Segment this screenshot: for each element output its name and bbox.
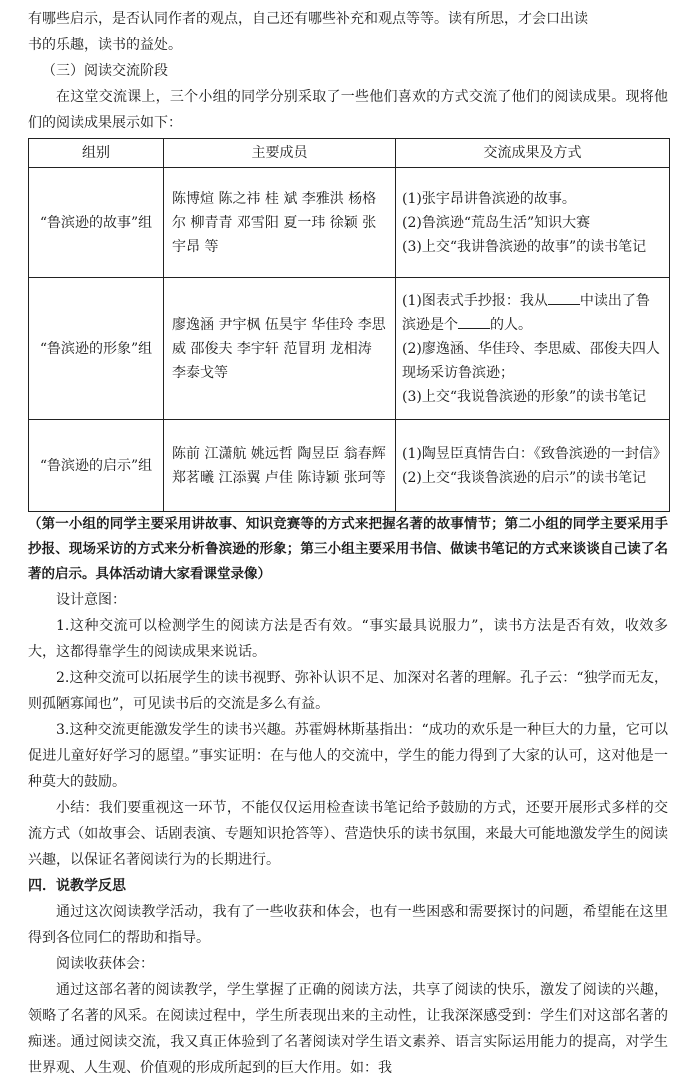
section3-paragraph: 在这堂交流课上，三个小组的同学分别采取了一些他们喜欢的方式交流了他们的阅读成果。现将他们的阅读成果展示如下： <box>28 89 668 131</box>
summary-paragraph: 小结：我们要重视这一环节，不能仅仅运用检查读书笔记给予鼓励的方式，还要开展形式多样的交流方式（如故事会、话剧表演、专题知识抢答等）、营造快乐的读书氛围，来最大可能地激发学生的阅读兴趣，以保证名著阅读行为的长期进行。 <box>28 800 668 868</box>
group-cell: “鲁滨逊的故事”组 <box>29 168 164 278</box>
section4-paragraph: 通过这次阅读教学活动，我有了一些收获和体会，也有一些困惑和需要探讨的问题，希望能在这里得到各位同仁的帮助和指导。 <box>28 904 668 946</box>
design-intent-label: 设计意图： <box>56 592 126 608</box>
result-item: (2)廖逸涵、华佳玲、李思威、邵俊夫四人现场采访鲁滨逊； <box>402 340 660 381</box>
table-row <box>29 420 670 512</box>
result-item: (2)上交“我谈鲁滨逊的启示”的读书笔记 <box>402 469 647 486</box>
blank-line <box>548 290 580 305</box>
harvest-paragraph: 通过这部名著的阅读教学，学生掌握了正确的阅读方法，共享了阅读的快乐，激发了阅读的兴趣，领略了名著的风采。在阅读过程中，学生所表现出来的主动性，让我深深感受到：学生们对这部名著的痴迷。通过阅读交流，我又真正体验到了名著阅读对学生语文素养、语言实际运用能力的提高，对学生世界观、人生观、价值观的形成所起到的巨大作用。如：我 <box>28 982 668 1076</box>
results-table <box>28 138 670 512</box>
intro-line-1: 有哪些启示，是否认同作者的观点，自己还有哪些补充和观点等等。读有所思，才会口出读 <box>28 11 588 27</box>
results-cell <box>396 168 670 278</box>
table-row <box>29 168 670 278</box>
blank-line <box>458 314 490 329</box>
intro-line-2: 书的乐趣，读书的益处。 <box>28 37 182 53</box>
section3-title: （三）阅读交流阶段 <box>42 63 168 79</box>
design-point-2: 2.这种交流可以拓展学生的读书视野、弥补认识不足、加深对名著的理解。孔子云：“独学而无友，则孤陋寡闻也”，可见读书后的交流是多么有益。 <box>28 670 668 712</box>
members-cell: 陈前 江潇航 姚远哲 陶昱臣 翁春辉 郑茗曦 江添翼 卢佳 陈诗颖 张珂等 <box>164 420 396 512</box>
design-point-3: 3.这种交流更能激发学生的读书兴趣。苏霍姆林斯基指出：“成功的欢乐是一种巨大的力量，它可以促进儿童好好学习的愿望。”事实证明：在与他人的交流中，学生的能力得到了大家的认可，这对他是一种莫大的鼓励。 <box>28 722 668 790</box>
header-group: 组别 <box>29 139 164 168</box>
group-cell: “鲁滨逊的形象”组 <box>29 278 164 420</box>
document-page <box>28 0 668 1081</box>
table-header-row <box>29 139 670 168</box>
activity-note: （第一小组的同学主要采用讲故事、知识竞赛等的方式来把握名著的故事情节；第二小组的同学主要采用手抄报、现场采访的方式来分析鲁滨逊的形象；第三小组主要采用书信、做读书笔记的方式来谈谈自己读了名著的启示。具体活动请大家看课堂录像） <box>28 516 668 582</box>
result-item: (1)陶昱臣真情告白：《致鲁滨逊的一封信》 <box>402 445 667 462</box>
result-item: (3)上交“我说鲁滨逊的形象”的读书笔记 <box>402 388 647 405</box>
members-cell: 廖逸涵 尹宇枫 伍昊宇 华佳玲 李思威 邵俊夫 李宇轩 范冒玥 龙相涛 李泰戈等 <box>164 278 396 420</box>
results-cell <box>396 278 670 420</box>
result-item: (3)上交“我讲鲁滨逊的故事”的读书笔记 <box>402 238 647 255</box>
result-item: (2)鲁滨逊“荒岛生活”知识大赛 <box>402 214 591 231</box>
header-results: 交流成果及方式 <box>396 139 670 168</box>
section4-title: 四．说教学反思 <box>28 878 126 894</box>
result-item-fill-blank: (1)图表式手抄报：我从 中读出了鲁滨逊是个 的人。 <box>402 289 663 337</box>
group-cell: “鲁滨逊的启示”组 <box>29 420 164 512</box>
header-members: 主要成员 <box>164 139 396 168</box>
results-cell <box>396 420 670 512</box>
members-cell: 陈博煊 陈之祎 桂 斌 李雅洪 杨格尔 柳青青 邓雪阳 夏一玮 徐颖 张宇昂 等 <box>164 168 396 278</box>
result-item: (1)张宇昂讲鲁滨逊的故事。 <box>402 190 576 207</box>
harvest-label: 阅读收获体会： <box>56 956 154 972</box>
design-point-1: 1.这种交流可以检测学生的阅读方法是否有效。“事实最具说服力”，读书方法是否有效，收效多大，这都得靠学生的阅读成果来说话。 <box>28 618 668 660</box>
table-row <box>29 278 670 420</box>
